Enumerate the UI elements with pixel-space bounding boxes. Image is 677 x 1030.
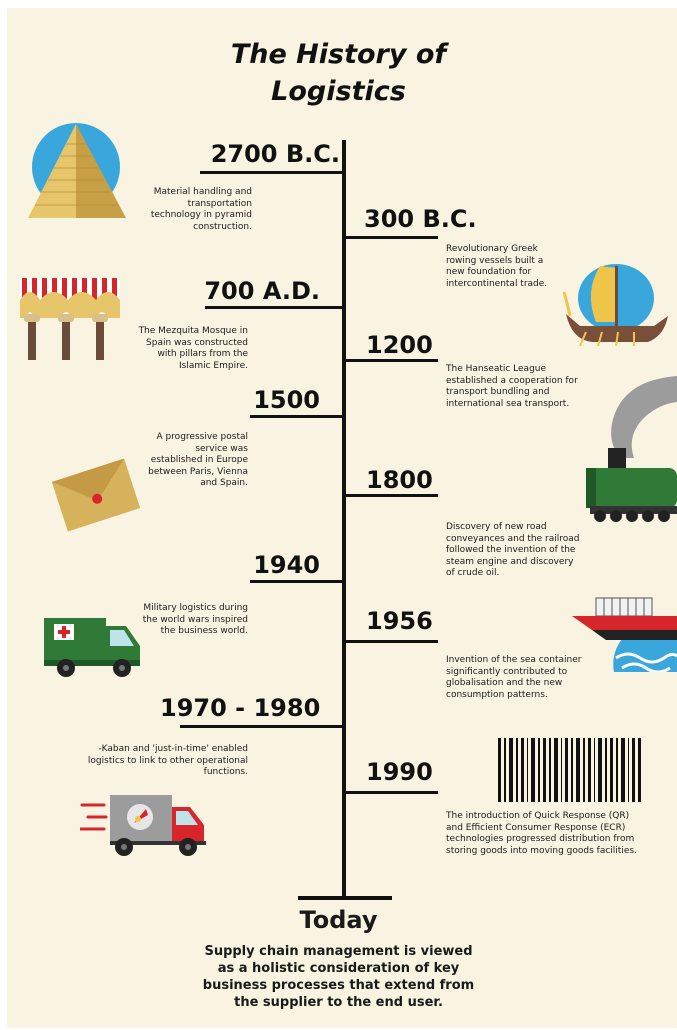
event-year: 1500 (253, 386, 320, 414)
timeline-tick (345, 791, 438, 794)
event-year: 1200 (366, 331, 433, 359)
today-description: Supply chain management is viewed as a holistic consideration of key business processes that extend from the supplier to the end user. (202, 944, 475, 1010)
event-description: The Hanseatic League established a cooperation for transport bundling and international sea transport. (446, 364, 578, 409)
timeline-tick (180, 725, 345, 728)
event-description: The introduction of Quick Response (QR) and Efficient Consumer Response (ECR) technologies progressed distribution from storing goods into moving goods facilities. (446, 811, 637, 856)
event-description: Military logistics during the world wars inspired the business world. (142, 603, 248, 636)
event-year: 2700 B.C. (210, 140, 340, 168)
timeline-tick (345, 494, 438, 497)
container-ship-icon (572, 596, 677, 672)
event-description: The Mezquita Mosque in Spain was constructed with pillars from the Islamic Empire. (138, 326, 248, 371)
event-year: 1940 (253, 551, 320, 579)
delivery-truck-icon (80, 793, 210, 859)
timeline-tick (200, 171, 345, 174)
event-year: 700 A.D. (204, 277, 320, 305)
event-description: -Kaban and 'just-in-time' enabled logistics to link to other operational functions. (87, 744, 248, 777)
steam-train-icon (586, 376, 677, 531)
timeline-tick (345, 359, 438, 362)
timeline-tick (345, 236, 438, 239)
event-description: Invention of the sea container significantly contributed to globalisation and the new consumption patterns. (446, 655, 582, 700)
event-year: 1990 (366, 758, 433, 786)
timeline-tick (345, 640, 438, 643)
timeline-axis (342, 140, 346, 900)
greek-ship-icon (562, 262, 670, 346)
today-label: Today (299, 906, 378, 934)
event-description: Discovery of new road conveyances and the railroad followed the invention of the steam engine and discovery of crude oil. (446, 522, 580, 578)
event-year: 1970 - 1980 (160, 694, 321, 722)
event-description: A progressive postal service was established in Europe between Paris, Vienna and Spain. (148, 432, 248, 488)
timeline-base (298, 896, 392, 900)
envelope-icon (50, 455, 142, 533)
military-truck-icon (44, 616, 142, 680)
event-year: 300 B.C. (364, 205, 477, 233)
page-title (0, 36, 677, 110)
barcode-icon (498, 738, 642, 802)
event-year: 1800 (366, 466, 433, 494)
mosque-arches-icon (20, 278, 120, 360)
event-year: 1956 (366, 607, 433, 635)
pyramid-icon (22, 120, 132, 225)
title-line-1: The History of (230, 39, 447, 70)
title-line-2: Logistics (271, 76, 406, 107)
event-description: Material handling and transportation technology in pyramid construction. (150, 187, 252, 232)
timeline-tick (250, 415, 345, 418)
event-description: Revolutionary Greek rowing vessels built a new foundation for intercontinental trade. (446, 244, 548, 289)
timeline-tick (250, 580, 345, 583)
timeline-tick (205, 306, 345, 309)
